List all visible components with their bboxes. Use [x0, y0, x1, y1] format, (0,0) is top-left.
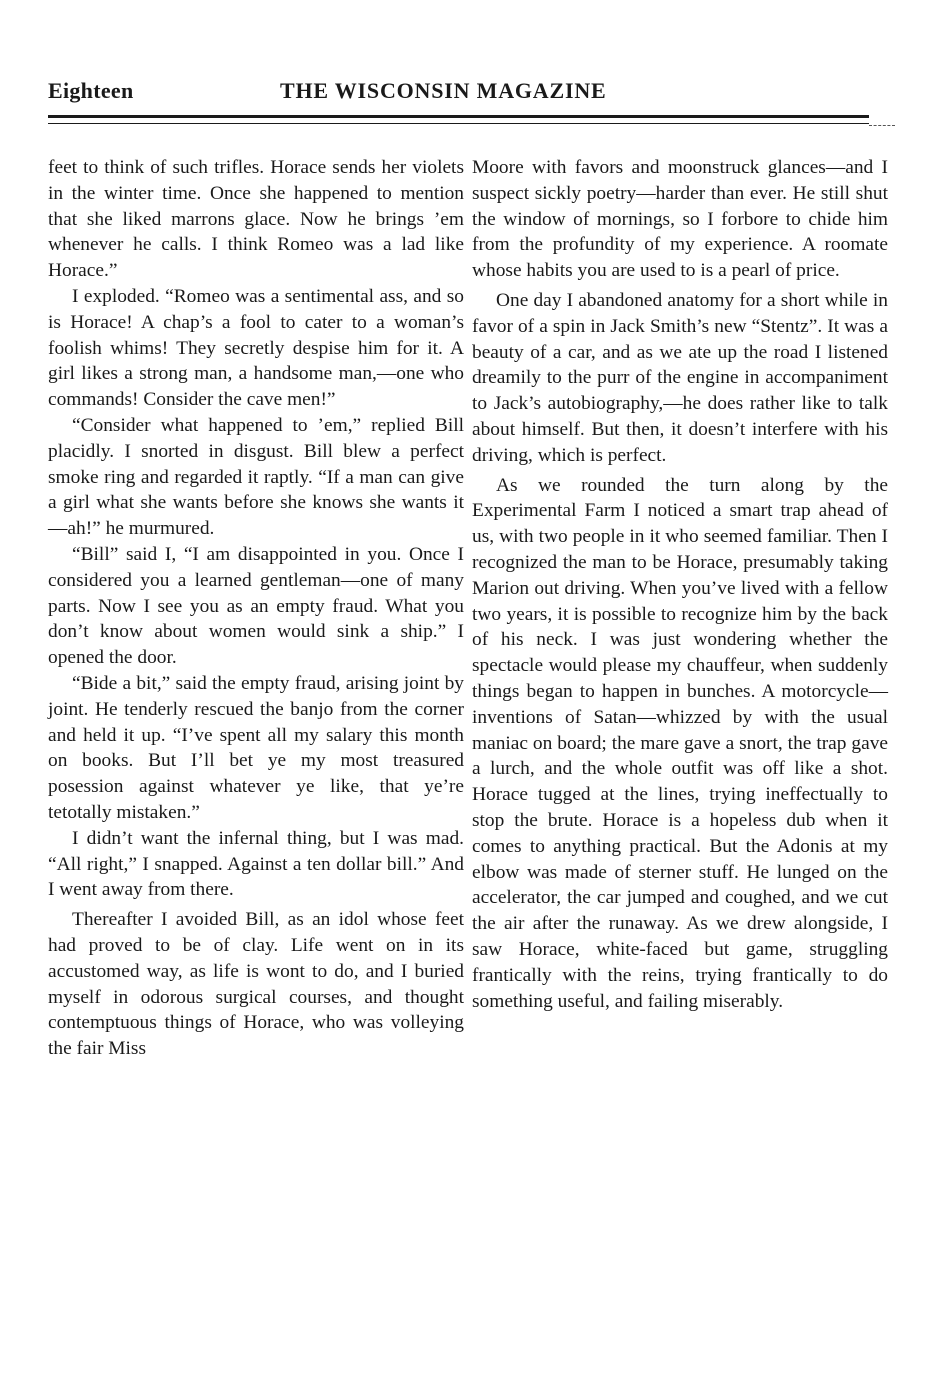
- page-number: Eighteen: [48, 78, 134, 103]
- header-rule-dash: [869, 125, 895, 126]
- page-header: [48, 76, 886, 110]
- paragraph: feet to think of such trifles. Horace sends her violets in the winter time. Once she happened to mention that she liked marrons glace. Now he brings ’em whenever he calls. I think Romeo was a lad like Horace.”: [48, 157, 464, 282]
- magazine-title: THE WISCONSIN MAGAZINE: [280, 78, 607, 103]
- header-rule-thin: [48, 123, 869, 124]
- right-column: [472, 155, 888, 1014]
- paragraph: One day I abandoned anatomy for a short while in favor of a spin in Jack Smith’s new “Stentz”. It was a beauty of a car, and as we ate up the road I listened dreamily to the purr of the engine in accompaniment to Jack’s autobiography,—he does rather like to talk about himself. But then, it doesn’t interfere with his driving, which is perfect.: [472, 289, 888, 466]
- paragraph: Moore with favors and moonstruck glances—and I suspect sickly poetry—harder than ever. He still shut the window of mornings, so I forbore to chide him from the profundity of my experience. A roomate whose habits you are used to is a pearl of price.: [472, 157, 888, 282]
- paragraph: As we rounded the turn along by the Experimental Farm I noticed a smart trap ahead of us, with two people in it who seemed familiar. Then I recognized the man to be Horace, presumably taking Marion out driving. When you’ve lived with a fellow two years, it is possible to recognize him by the back of his neck. I was just wondering whether the spectacle would please my chauffeur, when suddenly things began to happen in bunches. A motorcycle—inventions of Satan—whizzed by with the usual maniac on board; the mare gave a snort, the trap gave a lurch, and the whole outfit was off like a shot. Horace tugged at the lines, trying ineffectually to stop the brute. Horace is a hopeless dub when it comes to anything practical. But the Adonis at my elbow was made of sterner stuff. He lunged on the accelerator, the car jumped and coughed, and we cut the air after the runaway. As we drew alongside, I saw Horace, white-faced but game, struggling frantically with the reins, trying frantically to do something useful, and failing miserably.: [472, 474, 888, 1012]
- paragraph: “Consider what happened to ’em,” replied Bill placidly. I snorted in disgust. Bill blew a perfect smoke ring and regarded it raptly. “If a man can give a girl what she wants before she knows she wants it—ah!” he murmured.: [48, 414, 464, 540]
- paragraph: “Bill” said I, “I am disappointed in you. Once I considered you a learned gentleman—one of many parts. Now I see you as an empty fraud. What you don’t know about women would sink a ship.” I opened the door.: [48, 543, 464, 669]
- paragraph: I didn’t want the infernal thing, but I was mad. “All right,” I snapped. Against a ten dollar bill.” And I went away from there.: [48, 827, 464, 901]
- paragraph: “Bide a bit,” said the empty fraud, arising joint by joint. He tenderly rescued the banjo from the corner and held it up. “I’ve spent all my salary this month on books. But I’ll bet ye my most treasured posession against whatever ye like, that ye’re tetotally mistaken.”: [48, 672, 464, 823]
- paragraph: I exploded. “Romeo was a sentimental ass, and so is Horace! A chap’s a fool to cater to a woman’s foolish whims! They secretly despise him for it. A girl likes a strong man, a handsome man,—one who commands! Consider the cave men!”: [48, 285, 464, 411]
- left-column: [48, 155, 464, 1062]
- header-rule-thick: [48, 115, 869, 118]
- paragraph: Thereafter I avoided Bill, as an idol whose feet had proved to be of clay. Life went on in its accustomed way, as life is wont to do, and I buried myself in odorous surgical courses, and thought contemptuous things of Horace, who was volleying the fair Miss: [48, 909, 464, 1060]
